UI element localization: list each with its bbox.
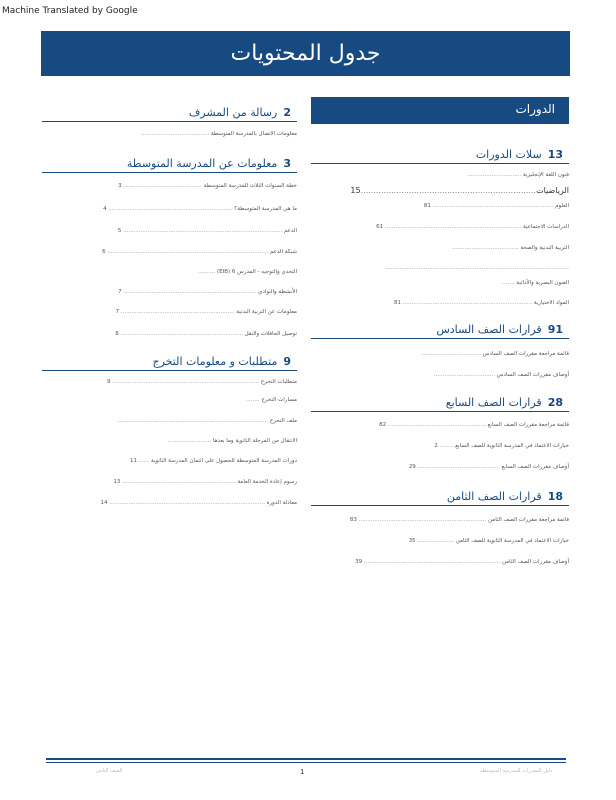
toc-entry[interactable]: الرياضيات.....................................................................15 (350, 186, 569, 195)
page-number: 1 (300, 768, 305, 776)
courses-header: الدورات (311, 97, 569, 124)
toc-entry[interactable]: خطة السنوات الثلاث للمدرسة المتوسطة ............................................. 3 (118, 183, 297, 189)
footer-rule (46, 762, 566, 763)
machine-translation-watermark: Machine Translated by Google (2, 6, 138, 16)
toc-entry[interactable]: الدراسات الاجتماعية .............................................................................. 61 (376, 224, 569, 230)
footer-right-text: دليل المقررات للمدرسة المتوسطة (480, 768, 553, 774)
toc-entry[interactable]: معادلة الدورة ......................................................................................... 14 (100, 500, 297, 506)
toc-entry[interactable]: العلوم ..................................................................... 81 (423, 203, 569, 209)
toc-entry[interactable]: قائمة مراجعة مقررات الصف الثامن ......................................................................... 83 (349, 517, 569, 523)
toc-entry[interactable]: دورات المدرسة المتوسطة للحصول على ائتمان المدرسة الثانوية ...... 11 (130, 458, 297, 464)
toc-entry[interactable]: خيارات الاعتماد في المدرسة الثانوية للصف الثامن ..................... 35 (408, 538, 569, 544)
section-heading[interactable]: 9متطلبات و معلومات التخرج (42, 355, 297, 371)
section-heading[interactable]: 2رسالة من المشرف (42, 106, 297, 122)
general-info-column (42, 97, 297, 508)
toc-entry[interactable]: التحدي والتوجيه - المدرس 6 (EIB) .......... (197, 269, 297, 275)
section-heading[interactable]: 13سلات الدورات (311, 148, 569, 164)
toc-entry[interactable]: الدعم ........................................................................................... 5 (117, 228, 297, 234)
toc-entry[interactable]: أوصاف مقررات الصف السابع ............................................... 29 (408, 464, 569, 470)
toc-entry[interactable]: متطلبات التخرج .................................................................................... 9 (106, 379, 297, 385)
toc-entry[interactable]: رسوم إعادة الخدمة العامة ................................................................. 13 (113, 479, 297, 485)
toc-entry[interactable]: الأنشطة والنوادي ............................................................................ 7 (118, 289, 297, 295)
toc-entry[interactable]: مسارات التخرج ........ (245, 397, 297, 403)
section-heading[interactable]: 3معلومات عن المدرسة المتوسطة (42, 157, 297, 173)
toc-entry[interactable]: قائمة مراجعة مقررات الصف السادس .................................. (421, 351, 569, 357)
toc-entry[interactable]: ......................................................................................................... (385, 265, 569, 271)
toc-entry[interactable]: فنون اللغة الإنجليزية ............................... (467, 172, 569, 178)
section-heading[interactable]: 91قرارات الصف السادس (311, 323, 569, 339)
toc-entry[interactable]: الانتقال من المرحلة الثانوية وما بعدها ......................... (167, 438, 297, 444)
toc-entry[interactable]: الفنون البصرية والأدائية ....... (502, 280, 569, 286)
toc-entry[interactable]: شبكة الدعم ............................................................................................ 6 (102, 249, 297, 255)
footer-left-text: الصف الثامن (96, 768, 123, 774)
page-title: جدول المحتويات (41, 31, 570, 76)
footer-rule (46, 758, 566, 760)
toc-entry[interactable]: توصيل الحافلات والنقل ...................................................................... 8 (115, 331, 297, 337)
section-heading[interactable]: 18قرارات الصف الثامن (311, 490, 569, 506)
toc-entry[interactable]: المواد الاختيارية .......................................................................... 81 (393, 300, 569, 306)
toc-entry[interactable]: أوصاف مقررات الصف الثامن .............................................................................. 39 (355, 559, 569, 565)
toc-entry[interactable]: ما هي المدرسة المتوسطة؟ ....................................................................... 4 (103, 206, 297, 212)
toc-entry[interactable]: ملف التخرج ...................................................................................... (117, 418, 297, 424)
toc-entry[interactable]: قائمة مراجعة مقررات الصف السابع ........................................................ 82 (379, 422, 569, 428)
section-heading[interactable]: 28قرارات الصف السابع (311, 396, 569, 412)
toc-entry[interactable]: خيارات الاعتماد في المدرسة الثانوية للصف السابع..........2 (434, 443, 569, 449)
courses-column (311, 97, 569, 567)
toc-entry[interactable]: معلومات عن التربية البدنية ................................................................. 7 (115, 309, 297, 315)
toc-entry[interactable]: معلومات الاتصال بالمدرسة المتوسطة ....................................... (141, 131, 297, 137)
toc-entry[interactable]: أوصاف مقررات الصف السادس ................................... (433, 372, 569, 378)
toc-entry[interactable]: التربية البدنية والصحة ...................................... (452, 245, 569, 251)
